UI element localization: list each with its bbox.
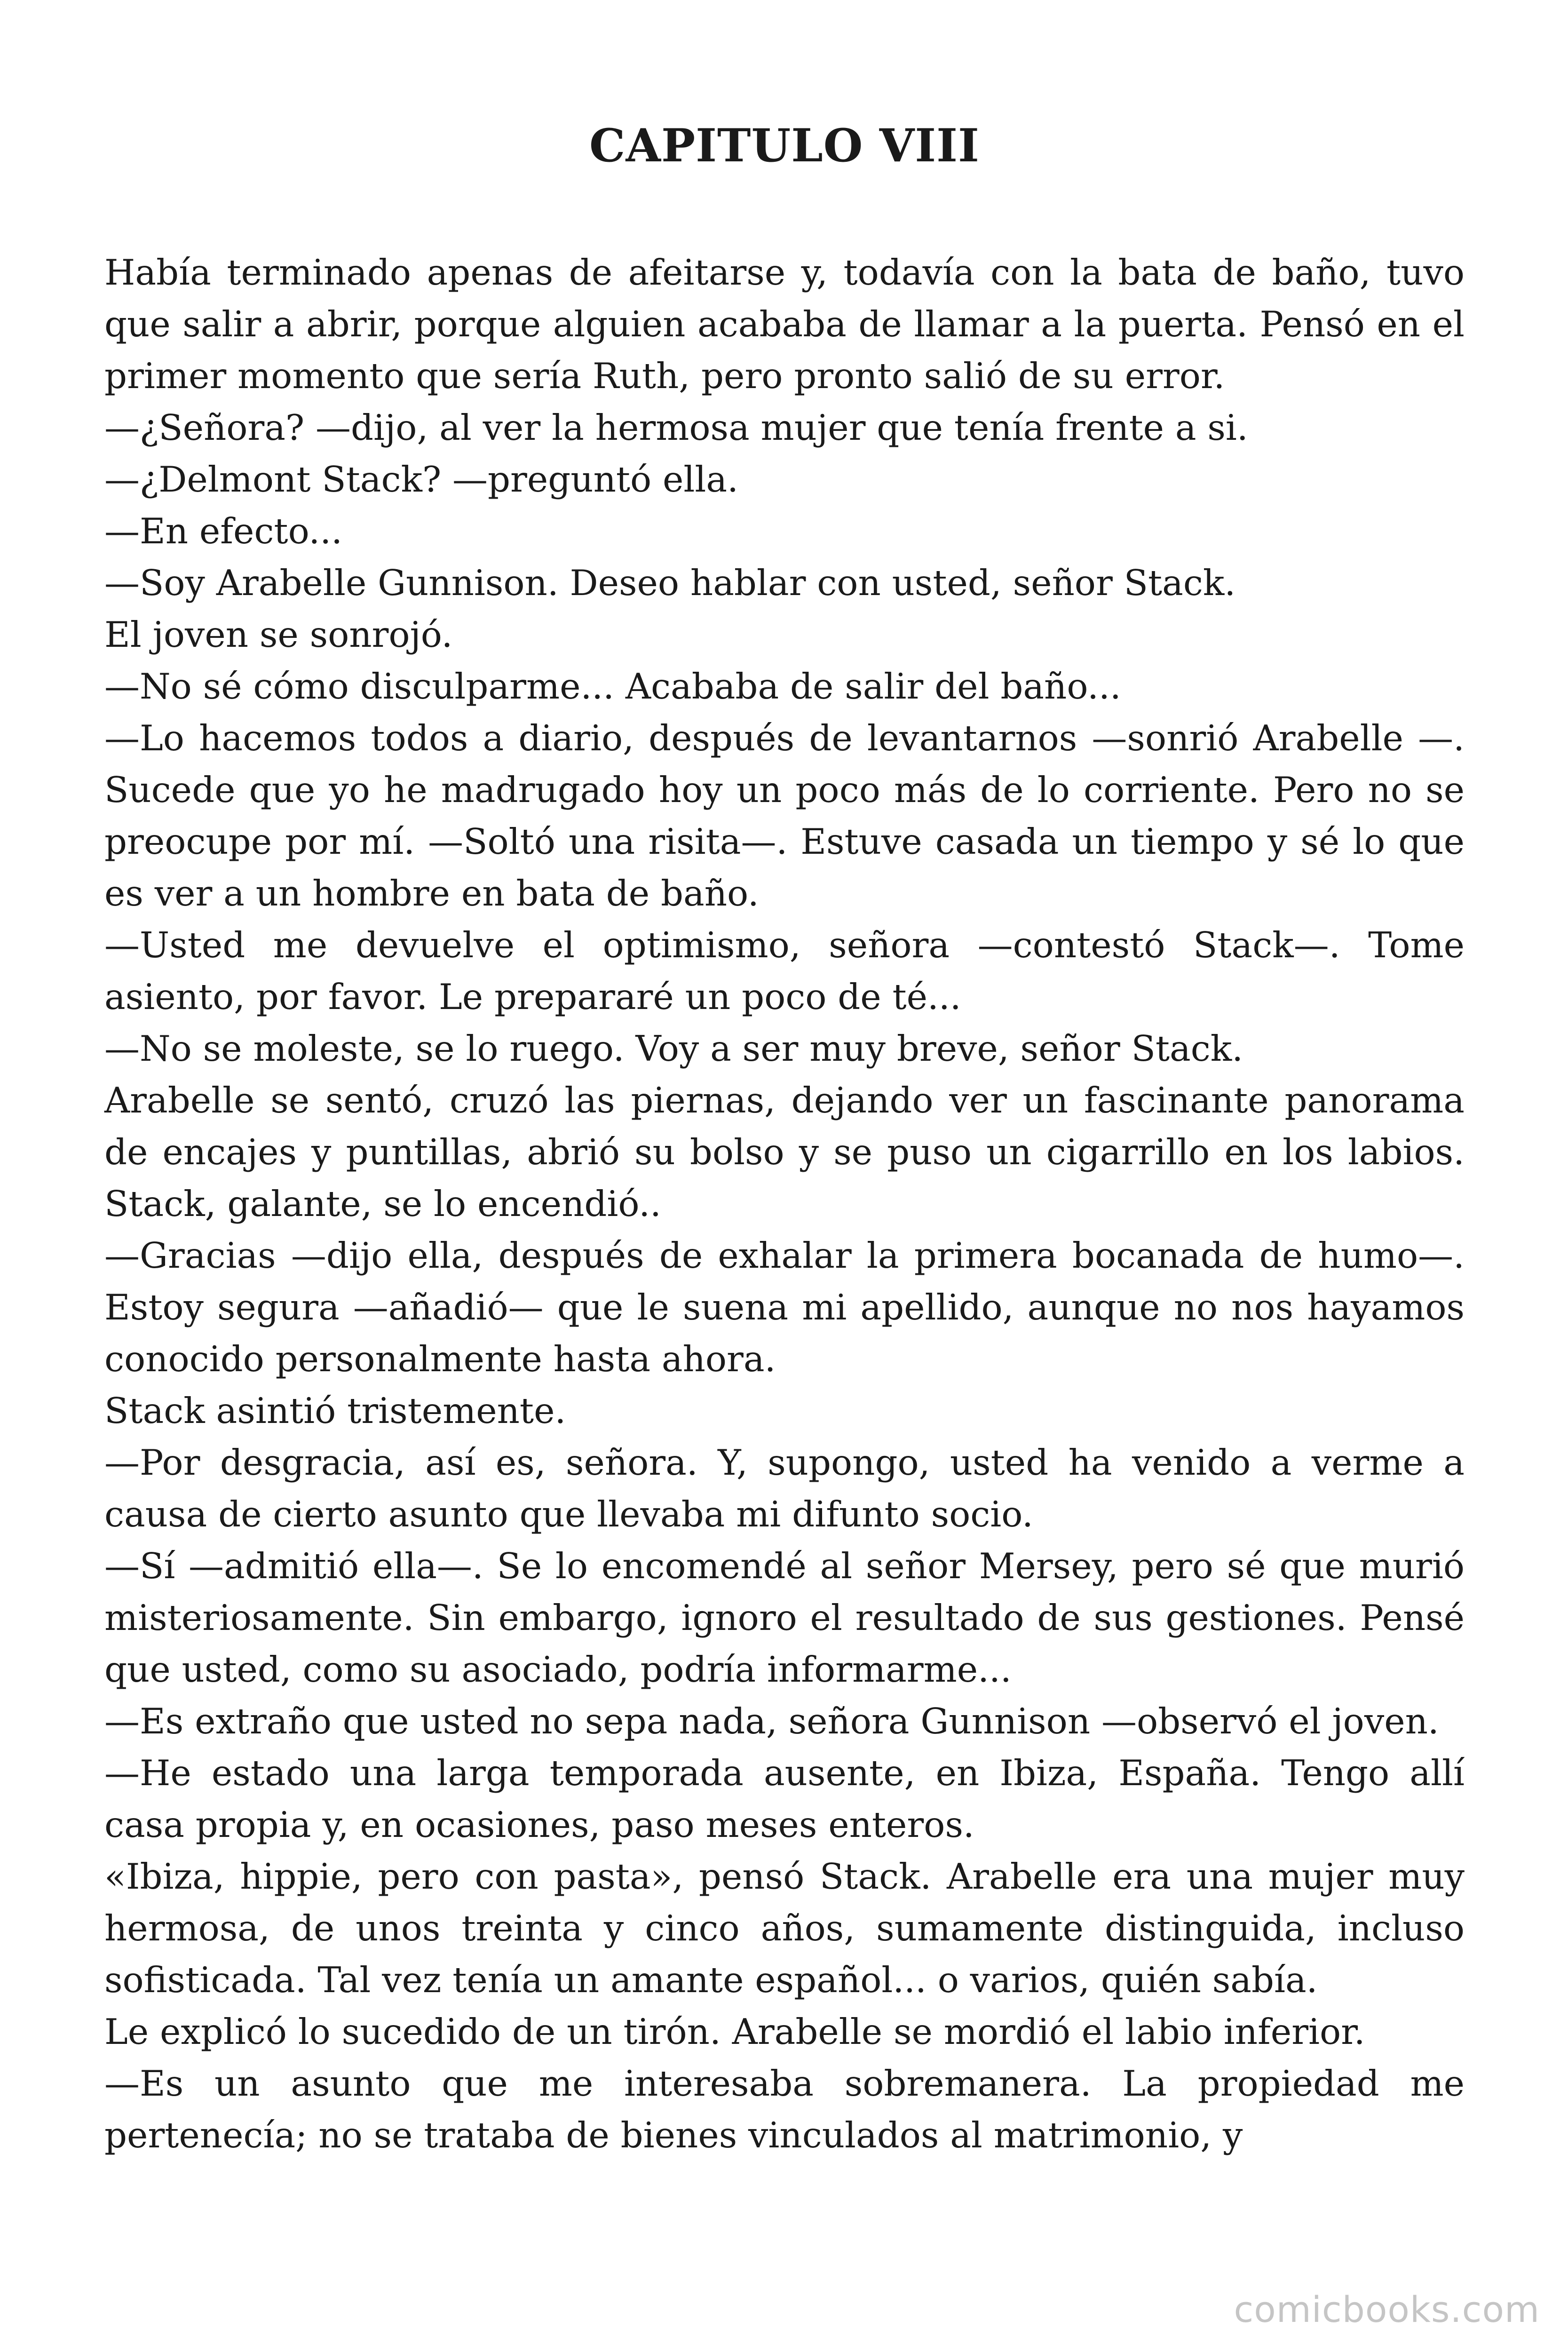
paragraph: Arabelle se sentó, cruzó las piernas, dejando ver un fascinante panorama de encajes y puntillas, abrió su bolso y se puso un cigarrillo en los labios. Stack, galante, se lo encendió..: [104, 1080, 1465, 1224]
paragraph: —Lo hacemos todos a diario, después de levantarnos —sonrió Arabelle —. Sucede que yo he madrugado hoy un poco más de lo corriente. Pero no se preocupe por mí. —Soltó una risita—. Estuve casada un tiempo y sé lo que es ver a un hombre en bata de baño.: [104, 717, 1465, 914]
paragraph: —Gracias —dijo ella, después de exhalar la primera bocanada de humo—. Estoy segura —añadió— que le suena mi apellido, aunque no nos hayamos conocido personalmente hasta ahora.: [104, 1235, 1465, 1380]
paragraph: —Sí —admitió ella—. Se lo encomendé al señor Mersey, pero sé que murió misteriosamente. Sin embargo, ignoro el resultado de sus gestiones. Pensé que usted, como su asociado, podría informarme...: [104, 1545, 1465, 1690]
book-page: [104, 0, 1465, 2352]
paragraph: —Es un asunto que me interesaba sobremanera. La propiedad me pertenecía; no se trataba de bienes vinculados al matrimonio, y: [104, 2063, 1465, 2156]
paragraph: —¿Delmont Stack? —preguntó ella.: [104, 459, 738, 500]
chapter-title: CAPITULO VIII: [589, 119, 980, 172]
paragraph: El joven se sonrojó.: [104, 614, 453, 655]
paragraph: —Soy Arabelle Gunnison. Deseo hablar con usted, señor Stack.: [104, 562, 1236, 604]
paragraph: Stack asintió tristemente.: [104, 1390, 566, 1431]
paragraph: —Por desgracia, así es, señora. Y, supongo, usted ha venido a verme a causa de cierto asunto que llevaba mi difunto socio.: [104, 1442, 1465, 1535]
paragraph: Le explicó lo sucedido de un tirón. Arabelle se mordió el labio inferior.: [104, 2011, 1365, 2052]
chapter-body: [104, 246, 1465, 2161]
watermark: comicbooks.com: [1234, 2288, 1540, 2330]
paragraph: Había terminado apenas de afeitarse y, todavía con la bata de baño, tuvo que salir a abrir, porque alguien acababa de llamar a la puerta. Pensó en el primer momento que sería Ruth, pero pronto salió de su error.: [104, 252, 1465, 397]
paragraph: —Usted me devuelve el optimismo, señora —contestó Stack—. Tome asiento, por favor. Le prepararé un poco de té...: [104, 924, 1465, 1017]
paragraph: —Es extraño que usted no sepa nada, señora Gunnison —observó el joven.: [104, 1700, 1439, 1742]
paragraph: —No se moleste, se lo ruego. Voy a ser muy breve, señor Stack.: [104, 1028, 1243, 1069]
paragraph: —En efecto...: [104, 510, 342, 552]
paragraph: «Ibiza, hippie, pero con pasta», pensó Stack. Arabelle era una mujer muy hermosa, de unos treinta y cinco años, sumamente distinguida, incluso sofisticada. Tal vez tenía un amante español... o varios, quién sabía.: [104, 1856, 1465, 2001]
paragraph: —He estado una larga temporada ausente, en Ibiza, España. Tengo allí casa propia y, en ocasiones, paso meses enteros.: [104, 1752, 1465, 1845]
paragraph: —No sé cómo disculparme... Acababa de salir del baño...: [104, 666, 1121, 707]
paragraph: —¿Señora? —dijo, al ver la hermosa mujer que tenía frente a si.: [104, 407, 1248, 448]
